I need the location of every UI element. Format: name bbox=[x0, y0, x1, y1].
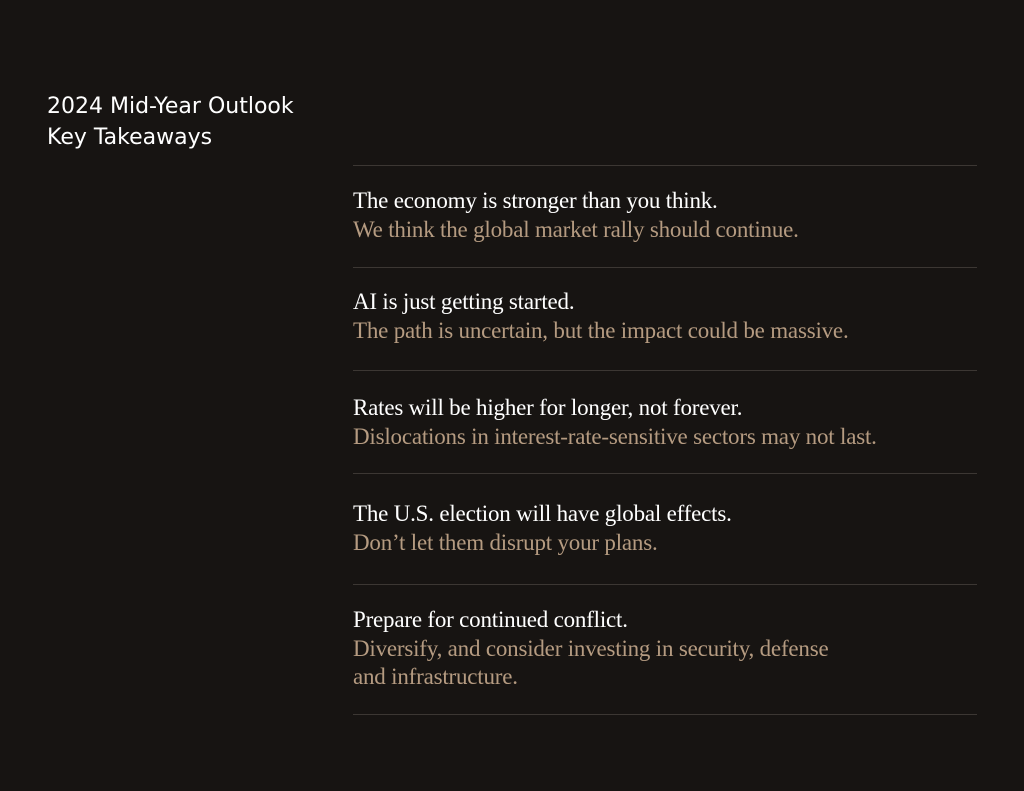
divider bbox=[353, 714, 977, 715]
takeaway-detail: We think the global market rally should continue. bbox=[353, 216, 799, 242]
takeaway-headline: The economy is stronger than you think. bbox=[353, 188, 718, 213]
takeaway-detail: Don’t let them disrupt your plans. bbox=[353, 529, 658, 555]
page-title: 2024 Mid-Year Outlook bbox=[47, 94, 294, 119]
takeaways-list bbox=[353, 165, 977, 715]
takeaway-detail: and infrastructure. bbox=[353, 664, 518, 689]
takeaway-item bbox=[353, 371, 977, 473]
takeaway-item bbox=[353, 585, 977, 714]
takeaway-item bbox=[353, 166, 977, 267]
takeaway-headline: Prepare for continued conflict. bbox=[353, 607, 628, 632]
takeaway-detail: The path is uncertain, but the impact could be massive. bbox=[353, 317, 849, 343]
takeaway-item bbox=[353, 474, 977, 584]
takeaway-detail: Dislocations in interest-rate-sensitive sectors may not last. bbox=[353, 423, 877, 449]
takeaway-headline: Rates will be higher for longer, not forever. bbox=[353, 395, 743, 420]
page-subtitle: Key Takeaways bbox=[47, 125, 213, 150]
takeaway-headline: AI is just getting started. bbox=[353, 289, 575, 314]
page-heading bbox=[47, 91, 294, 153]
takeaway-headline: The U.S. election will have global effects. bbox=[353, 501, 732, 526]
takeaway-detail: Diversify, and consider investing in security, defense bbox=[353, 635, 829, 661]
takeaway-item bbox=[353, 268, 977, 370]
